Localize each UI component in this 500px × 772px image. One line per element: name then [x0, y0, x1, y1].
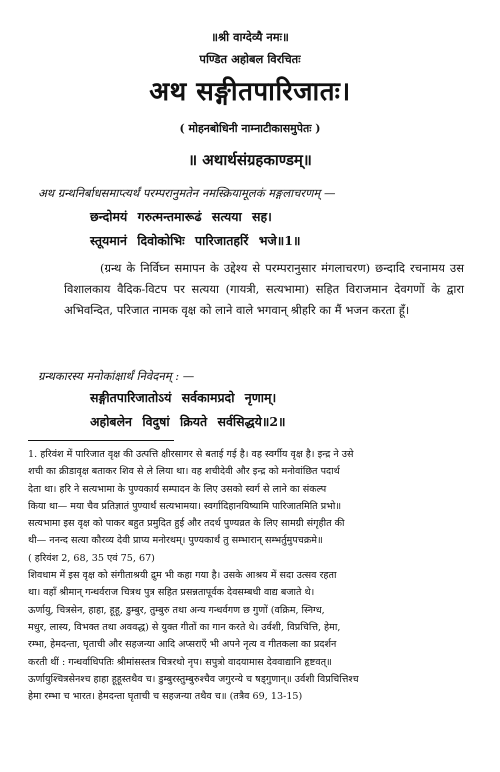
- footnote-line: था। वहाँ श्रीमान् गन्धर्वराज चित्रथ पुत्र सहित प्रसन्नतापूर्वक देवसम्बधी वाद्य बजाते थे।: [28, 587, 315, 599]
- footnote-line: ऊर्णायुश्चित्रसेनश्च हाहा हूहूस्तथैव च। डुम्बुरस्तुम्बुरुश्चैव जगुरन्ये च षड्गुणान्॥ उर्वशी विप्रचित्तिश्च: [28, 673, 359, 685]
- footnote-divider: [28, 440, 174, 441]
- verse-2-line-2: अहोबलेन विदुषां क्रियते सर्वसिद्धये॥2॥: [90, 414, 286, 429]
- book-title: अथ सङ्गीतपारिजातः।: [149, 77, 351, 107]
- footnote-line: थी— ननन्द सत्या कौरव्य देवी प्राप्य मनोरथम्। पुण्यकार्थं तु सम्भारान् सम्भर्तुमुपचक्रमे॥: [28, 535, 323, 547]
- footnote-line: देता था। हरि ने सत्यभामा के पुण्यकार्य सम्पादन के लिए उसको स्वर्ग से लाने का संकल्प: [28, 483, 327, 495]
- footnote-line: रम्भा, हेमदन्ता, घृताची और सहजन्या आदि अप्सराएँ भी अपने नृत्य व गीतकला का प्रदर्शन: [28, 639, 337, 651]
- footnote-line: 1. हरिवंश में पारिजात वृक्ष की उत्पत्ति क्षीरसागर से बताई गई है। वह स्वर्गीय वृक्ष है। इन्द्र ने उसे: [28, 449, 354, 460]
- verse-1-translation: [64, 258, 464, 321]
- footnote-line: सत्यभामा इस वृक्ष को पाकर बहुत प्रमुदित हुई और तदर्थ पुण्यव्रत के लिए सामग्री संगृहीत की: [28, 518, 345, 530]
- footnote-line: करती थीं : गन्धर्वाधिपतिः श्रीमांसस्तत्र चित्ररथो नृप। सपुत्रो वादयामास देववाद्यानि हृष्टवत्॥: [28, 656, 332, 668]
- footnote-line: किया था— मया चैव प्रतिज्ञातं पुण्यार्थं सत्यभामया। स्वर्गादिहानयिष्यामि पारिजातमिति प्रभो॥: [28, 500, 342, 512]
- verse-1-line-1: छन्दोमयं गरुत्मन्तमारूढं सत्यया सह।: [90, 209, 272, 224]
- mangala-intro: अथ ग्रन्थनिर्बाधसमाप्त्यर्थं परम्परानुमतेन नमस्क्रियामूलकं मङ्गलाचरणम् —: [38, 186, 336, 200]
- author-line: पण्डित अहोबल विरचितः: [199, 52, 301, 66]
- footnote: [28, 446, 474, 705]
- purpose-intro: ग्रन्थकारस्य मनोकांक्षार्थं निवेदनम् : —: [38, 369, 195, 383]
- footnote-line: हेमा रम्भा च भारत। हेमदन्ता घृताची च सहजन्या तथैव च॥ (तत्रैव 69, 13-15): [28, 691, 303, 703]
- footnote-line: ऊर्णायु, चित्रसेन, हाहा, हूहू, डुम्बुर, तुम्बुरु तथा अन्य गन्धर्वगण छ गुणों (वक्रिम, स्निग्ध,: [28, 604, 325, 616]
- footnote-line: शची का क्रीडावृक्ष बताकर शिव से ले लिया था। वह शचीदेवी और इन्द्र को मनोवांछित पदार्थ: [28, 466, 340, 478]
- verse-1-line-2: स्तूयमानं दिवोकोभिः पारिजातहरिं भजे॥1॥: [90, 233, 301, 248]
- footnote-line: ( हरिवंश 2, 68, 35 एवं 75, 67): [28, 552, 155, 564]
- translation-paragraph: (ग्रन्थ के निर्विघ्न समापन के उद्देश्य से परम्परानुसार मंगलाचरण) छन्दादि रचनामय उस विशालकाय वैदिक-विटप पर सत्यया (गायत्री, सत्यभामा) सहित विराजमान देवगणों के द्वारा अभिवन्दित, परिजात नामक वृक्ष को लाने वाले भगवान् श्रीहरि का मैं भजन करता हूँ।: [64, 261, 464, 317]
- footnote-line: शिवधाम में इस वृक्ष को संगीताश्रयी द्रुम भी कहा गया है। उसके आश्रय में सदा उत्सव रहता: [28, 570, 337, 582]
- commentary-subtitle: ( मोहनबोधिनी नाम्नाटीकासमुपेतः ): [179, 122, 321, 135]
- verse-2-line-1: सङ्गीतपारिजातोऽयं सर्वकामप्रदो नृणाम्।: [90, 390, 277, 405]
- section-title: ॥ अथार्थसंग्रहकाण्डम्॥: [188, 151, 312, 169]
- footnote-line: मधुर, लास्य, विभक्त तथा अववद्ध) से युक्त गीतों का गान करते थे। उर्वशी, विप्रचित्ति, हेमा,: [28, 621, 341, 633]
- invocation-line: ॥श्री वाग्देव्यै नमः॥: [211, 30, 289, 44]
